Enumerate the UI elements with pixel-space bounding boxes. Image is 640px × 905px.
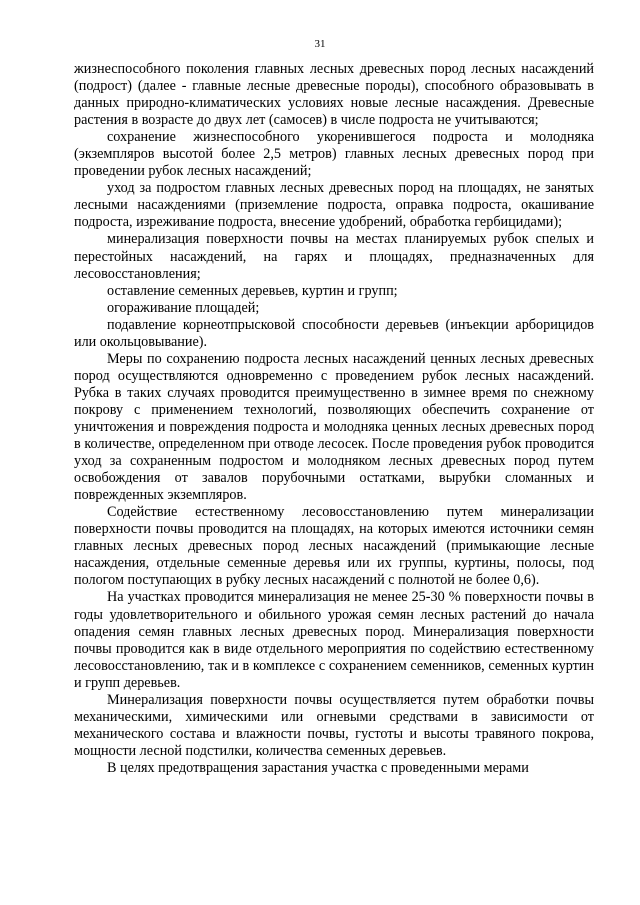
page-number: 31 — [314, 38, 326, 50]
paragraph-natural-regeneration: Содействие естественному лесовосстановлению путем минерализации поверхности почвы проводится на площадях, на которых имеются источники семян главных лесных древесных пород лесных насаждений (примыкающие лесные насаждения, отдельные семенные деревья или их группы, куртины, полосы, под пологом поступающих в рубку лесных насаждений с полнотой не более 0,6). — [74, 504, 594, 589]
list-item-root-suppression: подавление корнеотпрысковой способности деревьев (инъекции арборицидов или окольцовывание). — [74, 316, 594, 350]
list-item-preserve-undergrowth: сохранение жизнеспособного укоренившегося подроста и молодняка (экземпляров высотой более 2,5 метров) главных лесных древесных пород при проведении рубок лесных насаждений; — [74, 129, 594, 180]
paragraph-overgrowth-prevention: В целях предотвращения зарастания участка с проведенными мерами — [107, 759, 529, 776]
list-item-fencing: огораживание площадей; — [107, 299, 260, 316]
paragraph-continuation: жизнеспособного поколения главных лесных древесных пород лесных насаждений (подрост) (далее - главные лесные древесные породы), способного образовывать в данных природно-климатических условиях новые лесные насаждения. Древесные растения в возрасте до двух лет (самосев) в числе подроста не учитываются; — [74, 61, 594, 129]
list-item-seed-trees: оставление семенных деревьев, куртин и групп; — [107, 282, 398, 299]
list-item-undergrowth-care: уход за подростом главных лесных древесных пород на площадях, не занятых лесными насаждениями (приземление подроста, оправка подроста, окашивание подроста, изреживание подроста, внесение удобрений, обработка гербицидами); — [74, 180, 594, 231]
paragraph-mineralization-rate: На участках проводится минерализация не менее 25-30 % поверхности почвы в годы удовлетворительного и обильного урожая семян лесных растений до начала опадения семян главных лесных древесных пород. Минерализация поверхности почвы проводится как в виде отдельного мероприятия по содействию естественному лесовосстановлению, так и в комплексе с сохранением семенников, семенных куртин и групп деревьев. — [74, 589, 594, 691]
document-body — [74, 61, 594, 777]
paragraph-preservation-measures: Меры по сохранению подроста лесных насаждений ценных лесных древесных пород осуществляются одновременно с проведением рубок лесных насаждений. Рубка в таких случаях проводится преимущественно в зимнее время по снежному покрову с применением технологий, позволяющих обеспечить сохранение от уничтожения и повреждения подроста и молодняка ценных лесных древесных пород в количестве, определенном при отводе лесосек. После проведения рубок проводится уход за сохраненным подростом и молодняком лесных древесных пород путем освобождения от завалов порубочными остатками, вырубки сломанных и поврежденных экземпляров. — [74, 350, 594, 504]
list-item-soil-mineralization: минерализация поверхности почвы на местах планируемых рубок спелых и перестойных насаждений, на гарях и площадях, предназначенных для лесовосстановления; — [74, 231, 594, 282]
paragraph-mineralization-methods: Минерализация поверхности почвы осуществляется путем обработки почвы механическими, химическими или огневыми средствами в зависимости от механического состава и влажности почвы, густоты и высоты травяного покрова, мощности лесной подстилки, количества семенных деревьев. — [74, 691, 594, 759]
